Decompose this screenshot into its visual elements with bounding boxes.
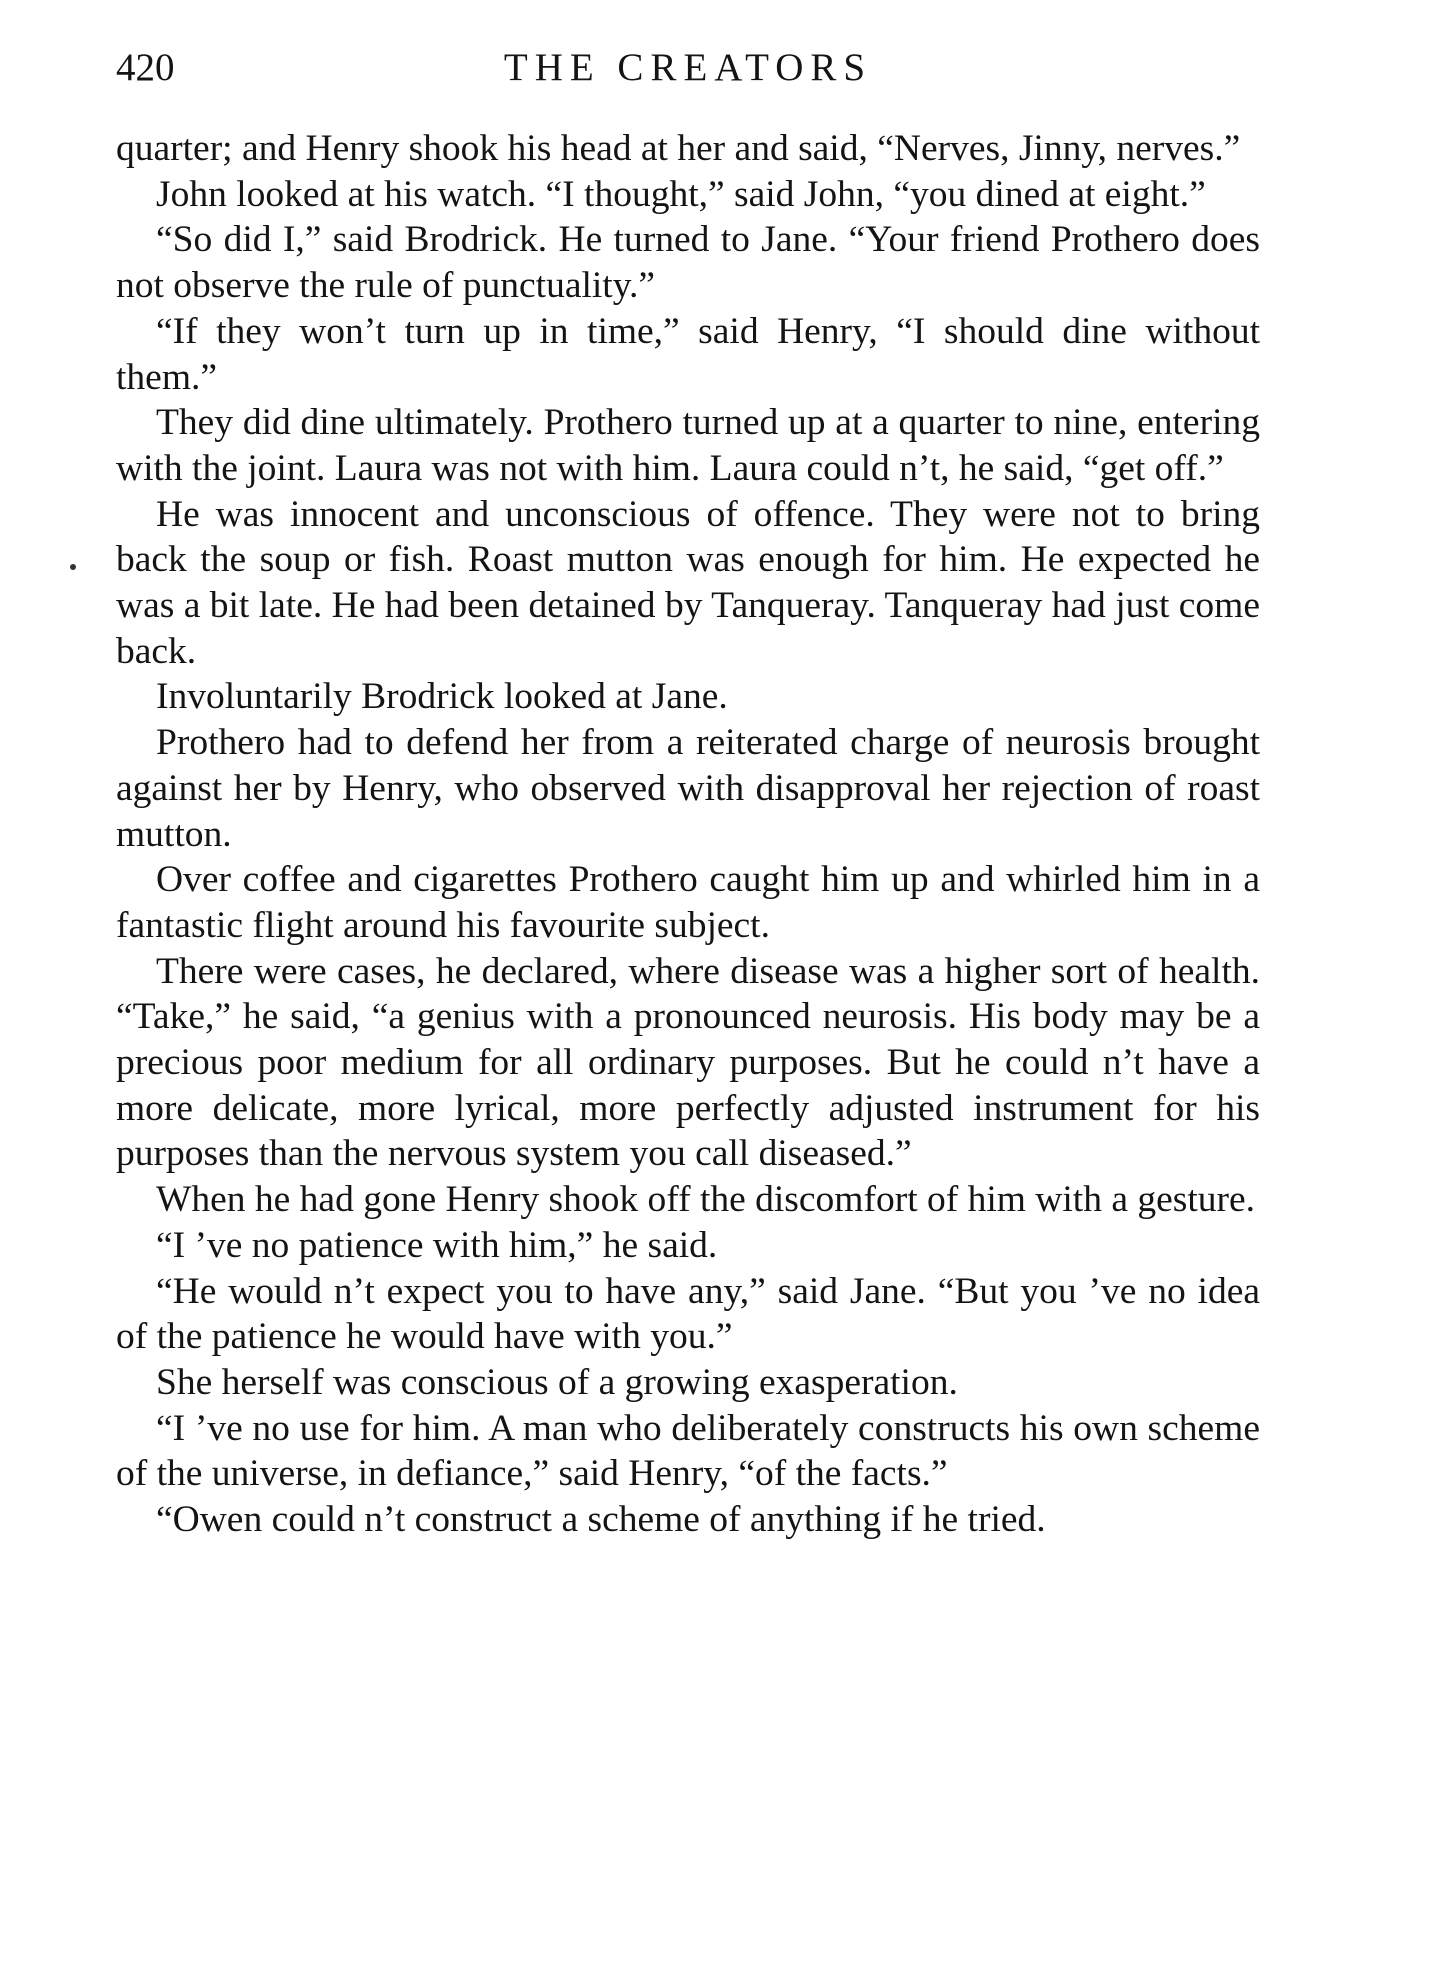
body-text — [116, 126, 1260, 1543]
paragraph: “I ’ve no use for him. A man who deliberately constructs his own scheme of the universe, in defiance,” said Henry, “of the facts.” — [116, 1407, 1260, 1495]
running-title: THE CREATORS — [503, 46, 873, 89]
paragraph: “So did I,” said Brodrick. He turned to Jane. “Your friend Prothero does not observe the rule of punctuality.” — [116, 219, 1260, 307]
paragraph: They did dine ultimately. Prothero turned up at a quarter to nine, entering with the joint. Laura was not with him. Laura could n’t, he said, “get off.” — [116, 402, 1260, 489]
margin-dot — [70, 564, 76, 570]
paragraph-continuation: quarter; and Henry shook his head at her and said, “Nerves, Jinny, nerves.” — [116, 128, 1241, 169]
paragraph: Involuntarily Brodrick looked at Jane. — [156, 676, 728, 718]
paragraph: “Owen could n’t construct a scheme of anything if he tried. — [156, 1499, 1046, 1541]
paragraph: He was innocent and unconscious of offence. They were not to bring back the soup or fish. Roast mutton was enough for him. He expected he was a bit late. He had been detained by Tanqueray. Tanqueray had just come back. — [116, 493, 1260, 672]
paragraph: “If they won’t turn up in time,” said Henry, “I should dine without them.” — [116, 310, 1260, 398]
paragraph: She herself was conscious of a growing exasperation. — [156, 1361, 958, 1403]
paragraph: Over coffee and cigarettes Prothero caught him up and whirled him in a fantastic flight around his favourite subject. — [116, 859, 1260, 946]
paragraph: “He would n’t expect you to have any,” said Jane. “But you ’ve no idea of the patience he would have with you.” — [116, 1270, 1260, 1358]
paragraph: “I ’ve no patience with him,” he said. — [156, 1224, 718, 1266]
paragraph: Prothero had to defend her from a reiterated charge of neurosis brought against her by Henry, who observed with disapproval her rejection of roast mutton. — [116, 722, 1260, 855]
page-header — [116, 40, 1260, 96]
paragraph: When he had gone Henry shook off the discomfort of him with a gesture. — [156, 1179, 1256, 1221]
paragraph: There were cases, he declared, where disease was a higher sort of health. “Take,” he said, “a genius with a pronounced neurosis. His body may be a precious poor medium for all ordinary purposes. But he could n’t have a more delicate, more lyrical, more perfectly adjusted instrument for his purposes than the nervous system you call diseased.” — [116, 950, 1260, 1175]
paragraph: John looked at his watch. “I thought,” said John, “you dined at eight.” — [156, 173, 1206, 215]
page-number: 420 — [116, 46, 175, 89]
